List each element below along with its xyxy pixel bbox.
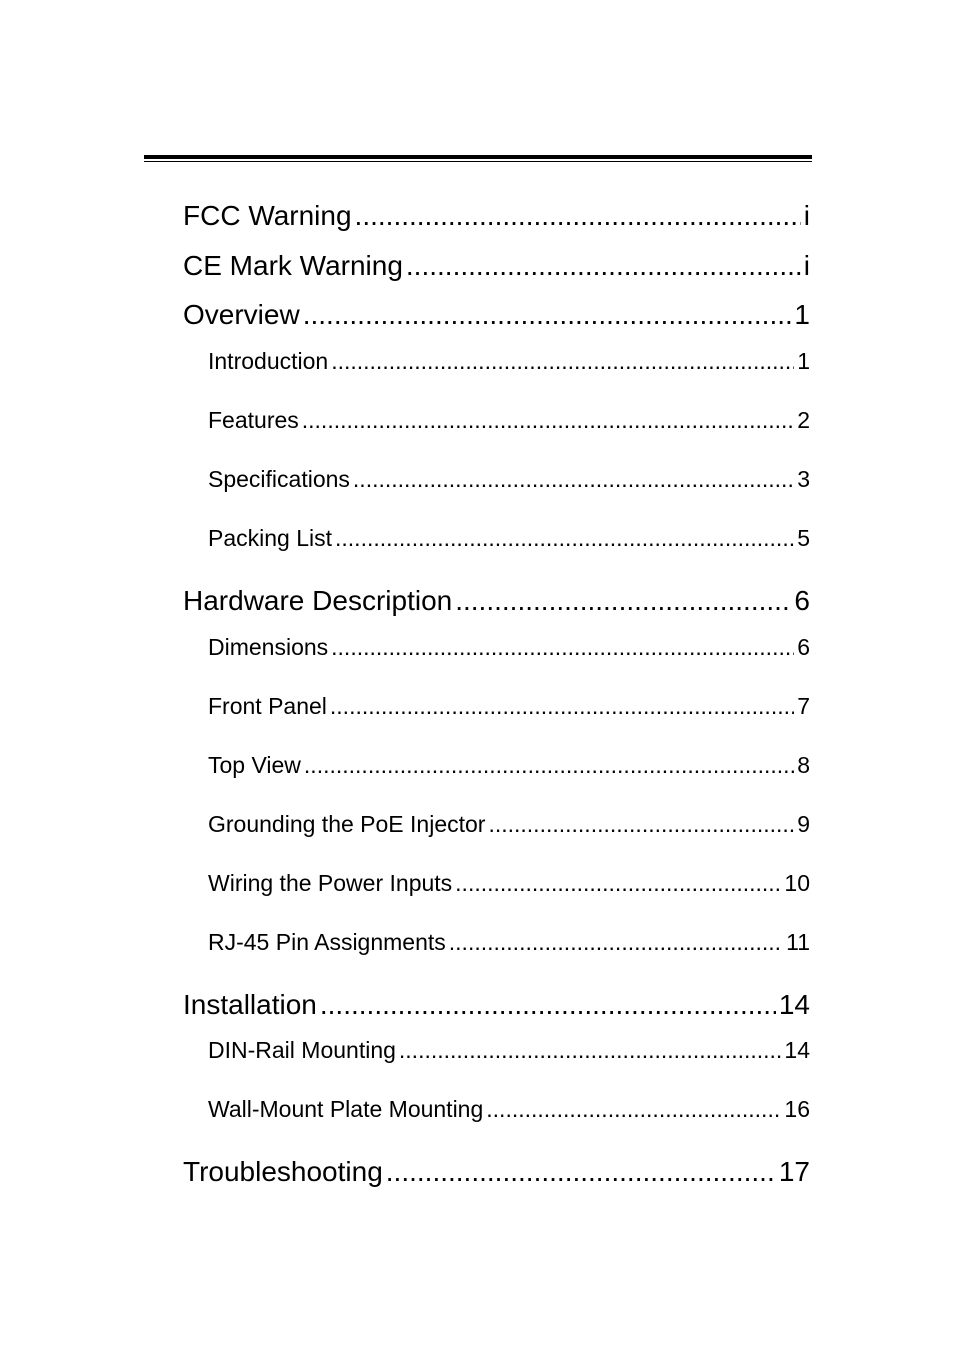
toc-entry[interactable] <box>208 525 810 555</box>
toc-entry-title: CE Mark Warning <box>183 250 403 281</box>
toc-dot-leader <box>386 1156 776 1188</box>
toc-entry[interactable] <box>183 250 810 286</box>
toc-entry[interactable] <box>208 870 810 900</box>
toc-entry[interactable] <box>183 200 810 236</box>
toc-entry-page-number: 11 <box>786 929 810 955</box>
toc-entry[interactable] <box>208 752 810 782</box>
toc-entry-title: Dimensions <box>208 634 329 660</box>
toc-entry-title: Overview <box>183 299 300 330</box>
toc-dot-leader <box>486 1096 781 1123</box>
toc-entry-page-number: 7 <box>797 693 810 719</box>
toc-entry-title: Troubleshooting <box>183 1156 383 1187</box>
toc-entry[interactable] <box>208 1037 810 1067</box>
toc-entry-title: Front Panel <box>208 693 327 719</box>
toc-dot-leader <box>330 693 794 720</box>
toc-entry-page-number: 1 <box>794 299 810 330</box>
toc-dot-leader <box>406 250 801 282</box>
toc-entry[interactable] <box>208 693 810 723</box>
toc-dot-leader <box>488 811 794 838</box>
toc-entry-title: FCC Warning <box>183 200 352 231</box>
toc-entry-page-number: 17 <box>778 1156 810 1187</box>
toc-entry-title: Installation <box>183 989 317 1020</box>
toc-entry[interactable] <box>183 585 810 621</box>
toc-entry-title: Wall-Mount Plate Mounting <box>208 1096 484 1122</box>
toc-dot-leader <box>455 870 781 897</box>
toc-dot-leader <box>455 585 791 617</box>
toc-entry[interactable] <box>208 466 810 496</box>
toc-entry-page-number: 14 <box>784 1037 810 1063</box>
toc-entry-page-number: 3 <box>797 466 810 492</box>
toc-entry[interactable] <box>208 1096 810 1126</box>
toc-entry-page-number: 16 <box>784 1096 810 1122</box>
toc-dot-leader <box>320 989 776 1021</box>
toc-entry-page-number: 2 <box>797 407 810 433</box>
toc-entry-page-number: 6 <box>794 585 810 616</box>
toc-dot-leader <box>353 466 794 493</box>
toc-entry-title: RJ-45 Pin Assignments <box>208 929 446 955</box>
toc-entry-title: Hardware Description <box>183 585 453 616</box>
toc-entry-title: Features <box>208 407 299 433</box>
toc-entry[interactable] <box>208 929 810 959</box>
toc-entry-title: Top View <box>208 752 301 778</box>
toc-entry[interactable] <box>183 299 810 335</box>
toc-entry-title: Wiring the Power Inputs <box>208 870 453 896</box>
toc-entry-title: DIN-Rail Mounting <box>208 1037 396 1063</box>
toc-dot-leader <box>331 348 794 375</box>
toc-entry-page-number: 14 <box>778 989 810 1020</box>
toc-dot-leader <box>331 634 794 661</box>
toc-entry-page-number: 10 <box>784 870 810 896</box>
toc-dot-leader <box>449 929 783 956</box>
toc-dot-leader <box>335 525 794 552</box>
toc-entry-page-number: i <box>803 250 810 281</box>
toc-entry-page-number: 8 <box>797 752 810 778</box>
toc-dot-leader <box>303 299 792 331</box>
toc-entry-page-number: 5 <box>797 525 810 551</box>
toc-entry[interactable] <box>183 1156 810 1192</box>
toc-dot-leader <box>302 407 794 434</box>
toc-entry[interactable] <box>208 811 810 841</box>
toc-entry-page-number: 1 <box>797 348 810 374</box>
toc-entry[interactable] <box>208 407 810 437</box>
toc-entry-page-number: 6 <box>797 634 810 660</box>
toc-entry-title: Introduction <box>208 348 329 374</box>
toc-entry[interactable] <box>183 989 810 1025</box>
toc-entry-title: Grounding the PoE Injector <box>208 811 486 837</box>
toc-entry[interactable] <box>208 634 810 664</box>
toc-entry[interactable] <box>208 348 810 378</box>
toc-dot-leader <box>304 752 794 779</box>
toc-entry-page-number: i <box>803 200 810 231</box>
toc-dot-leader <box>399 1037 782 1064</box>
toc-entry-title: Specifications <box>208 466 350 492</box>
toc-entry-page-number: 9 <box>797 811 810 837</box>
toc-entry-title: Packing List <box>208 525 333 551</box>
toc-dot-leader <box>355 200 801 232</box>
